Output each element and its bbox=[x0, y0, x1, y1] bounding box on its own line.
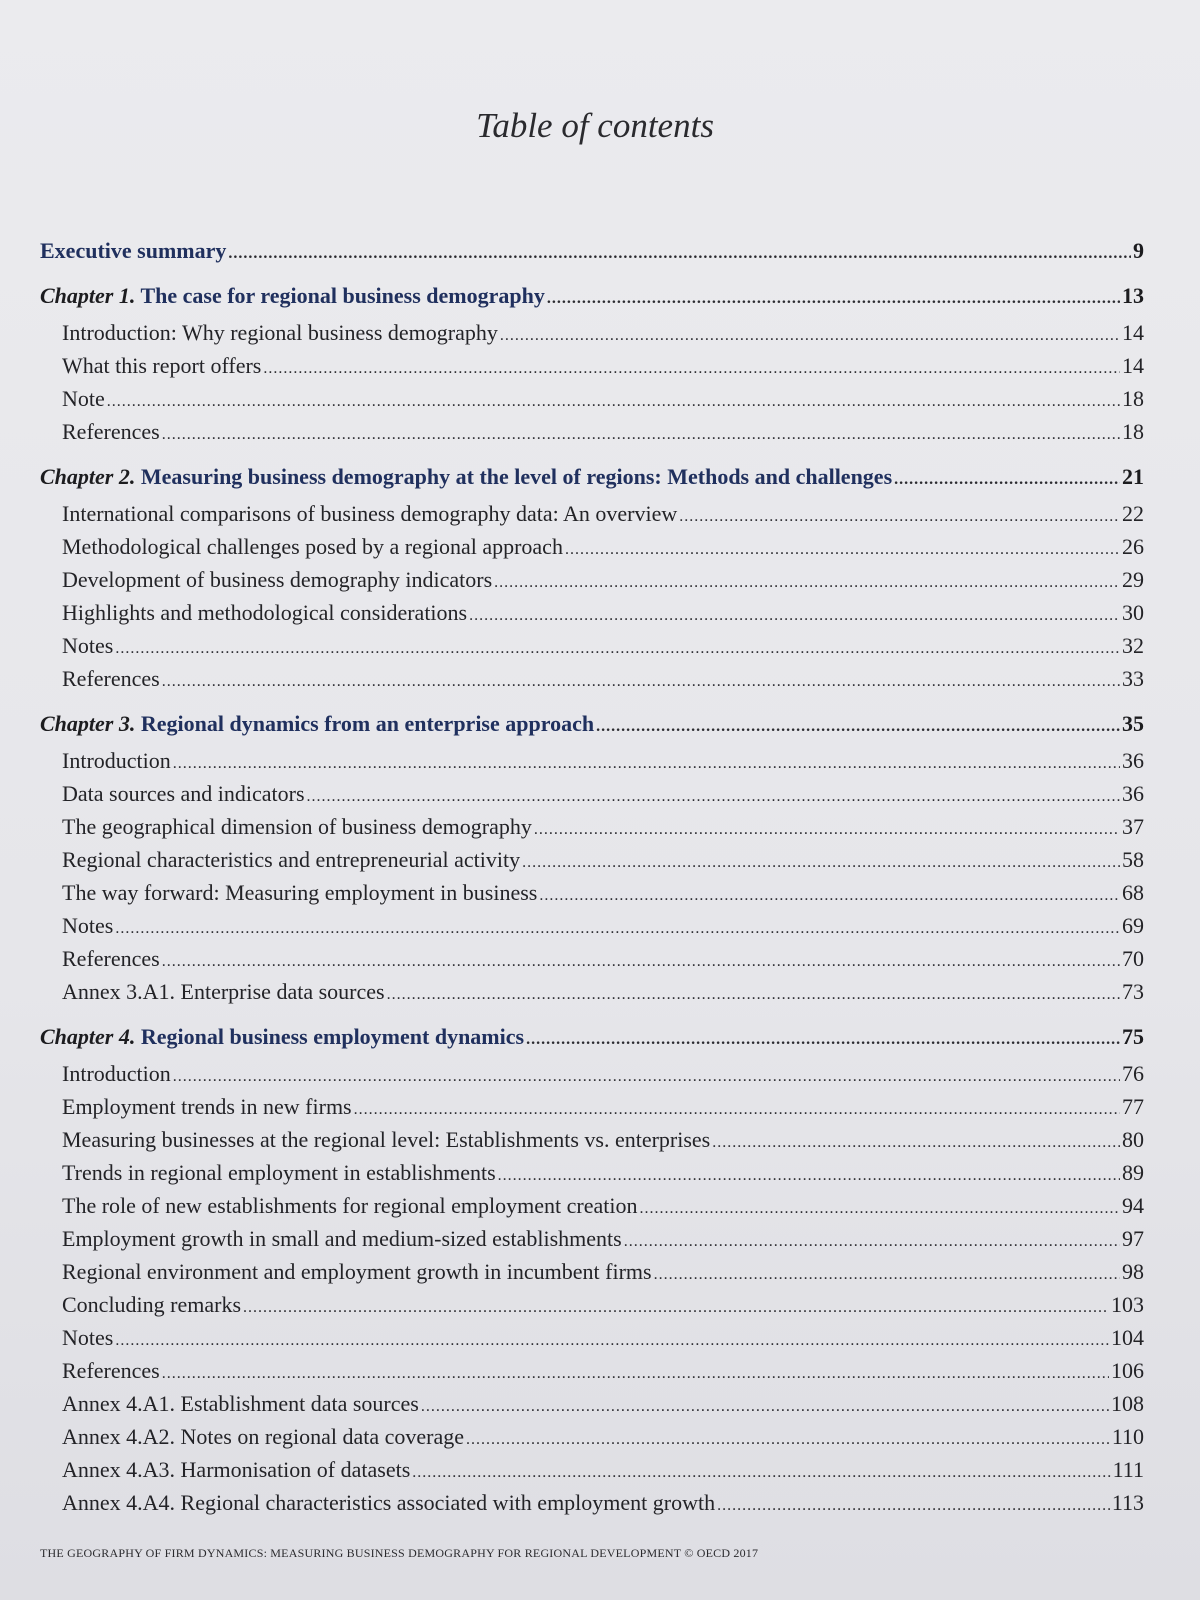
toc-entry-label bbox=[62, 779, 305, 809]
toc-entry-label bbox=[62, 1356, 160, 1386]
toc-section-entry bbox=[40, 944, 1144, 977]
toc-page-number: 75 bbox=[1122, 1024, 1144, 1049]
toc-page-number: 76 bbox=[1122, 1061, 1144, 1086]
toc-entry-label bbox=[62, 1059, 171, 1089]
toc-entry-text: Annex 4.A2. Notes on regional data coverage bbox=[62, 1424, 464, 1449]
toc-page-number: 36 bbox=[1122, 748, 1144, 773]
toc-section-entry bbox=[40, 532, 1144, 565]
toc-page-number: 68 bbox=[1122, 880, 1144, 905]
toc-page-number: 9 bbox=[1133, 238, 1144, 263]
toc-page-number: 89 bbox=[1122, 1160, 1144, 1185]
toc-section-entry bbox=[40, 664, 1144, 697]
toc-entry-label bbox=[62, 845, 520, 875]
toc-entry-label bbox=[62, 664, 160, 694]
page-footer: THE GEOGRAPHY OF FIRM DYNAMICS: MEASURING BUSINESS DEMOGRAPHY FOR REGIONAL DEVELOPMENT © OECD 2017 bbox=[40, 1546, 759, 1560]
dot-leader bbox=[596, 712, 1120, 742]
toc-entry-label bbox=[62, 417, 160, 447]
dot-leader bbox=[624, 1227, 1120, 1257]
toc-entry-label bbox=[62, 944, 160, 974]
toc-section-entry bbox=[40, 1191, 1144, 1224]
toc-entry-label bbox=[62, 812, 532, 842]
chapter-number: Chapter 1. bbox=[40, 283, 136, 308]
dot-leader bbox=[115, 1326, 1109, 1356]
dot-leader bbox=[162, 947, 1120, 977]
toc-entry-label bbox=[62, 318, 498, 348]
toc-entry-text: References bbox=[62, 419, 160, 444]
toc-entry-label bbox=[62, 1422, 464, 1452]
toc-entry-text: Methodological challenges posed by a regional approach bbox=[62, 534, 563, 559]
dot-leader bbox=[539, 881, 1120, 911]
toc-entry-label bbox=[62, 384, 105, 414]
toc-entry-label bbox=[62, 499, 677, 529]
toc-chapter-entry bbox=[40, 281, 1144, 314]
dot-leader bbox=[522, 848, 1120, 878]
toc-entry-text: References bbox=[62, 666, 160, 691]
toc-page-number: 69 bbox=[1122, 913, 1144, 938]
toc-section-entry bbox=[40, 878, 1144, 911]
toc-entry-text: Highlights and methodological considerations bbox=[62, 600, 468, 625]
dot-leader bbox=[421, 1392, 1109, 1422]
toc-entry-label bbox=[62, 1257, 652, 1287]
toc-page-number: 110 bbox=[1111, 1424, 1144, 1449]
toc-entry-text: References bbox=[62, 946, 160, 971]
toc-chapter-entry bbox=[40, 1022, 1144, 1055]
toc-section-entry bbox=[40, 977, 1144, 1010]
toc-entry-label bbox=[40, 1022, 524, 1052]
dot-leader bbox=[162, 1359, 1109, 1389]
toc-entry-text: Regional dynamics from an enterprise approach bbox=[140, 711, 595, 736]
toc-entry-label bbox=[62, 1224, 622, 1254]
toc-entry-text: Annex 4.A4. Regional characteristics associated with employment growth bbox=[62, 1490, 716, 1515]
toc-page-number: 106 bbox=[1111, 1358, 1144, 1383]
toc-entry-label bbox=[62, 351, 261, 381]
toc-page-number: 14 bbox=[1122, 320, 1144, 345]
toc-entry-label bbox=[62, 631, 113, 661]
toc-entry-label bbox=[62, 1092, 352, 1122]
toc-section-entry bbox=[40, 845, 1144, 878]
toc-entry-text: Development of business demography indicators bbox=[62, 567, 493, 592]
toc-entry-label bbox=[62, 878, 537, 908]
dot-leader bbox=[534, 815, 1120, 845]
toc-entry-text: Concluding remarks bbox=[62, 1292, 242, 1317]
toc-page-number: 58 bbox=[1122, 847, 1144, 872]
toc-entry-text: References bbox=[62, 1358, 160, 1383]
toc-section-entry bbox=[40, 1059, 1144, 1092]
toc-entry-label bbox=[62, 977, 385, 1007]
dot-leader bbox=[115, 634, 1120, 664]
toc-page-number: 104 bbox=[1111, 1325, 1144, 1350]
toc-section-entry bbox=[40, 351, 1144, 384]
toc-entry-text: Executive summary bbox=[40, 238, 227, 263]
toc-page-number: 22 bbox=[1122, 501, 1144, 526]
toc-entry-text: Employment trends in new firms bbox=[62, 1094, 352, 1119]
toc-entry-text: Introduction bbox=[62, 1061, 171, 1086]
toc-section-entry bbox=[40, 779, 1144, 812]
dot-leader bbox=[498, 1161, 1120, 1191]
dot-leader bbox=[243, 1293, 1109, 1323]
toc-section-entry bbox=[40, 1488, 1144, 1521]
toc-entry-text: The geographical dimension of business demography bbox=[62, 814, 532, 839]
toc-entry-text: Annex 4.A1. Establishment data sources bbox=[62, 1391, 419, 1416]
toc-page-number: 70 bbox=[1122, 946, 1144, 971]
toc-page-number: 33 bbox=[1122, 666, 1144, 691]
toc-page-number: 35 bbox=[1122, 711, 1144, 736]
dot-leader bbox=[466, 1425, 1110, 1455]
dot-leader bbox=[263, 354, 1120, 384]
dot-leader bbox=[717, 1491, 1110, 1521]
toc-page-number: 26 bbox=[1122, 534, 1144, 559]
toc-entry-text: Introduction: Why regional business demography bbox=[62, 320, 498, 345]
toc-section-entry bbox=[40, 384, 1144, 417]
toc-entry-label bbox=[62, 1455, 410, 1485]
toc-page-number: 29 bbox=[1122, 567, 1144, 592]
toc-section-entry bbox=[40, 1323, 1144, 1356]
toc-section-entry bbox=[40, 1422, 1144, 1455]
toc-entry-label bbox=[40, 281, 545, 311]
dot-leader bbox=[228, 239, 1131, 269]
toc-entry-label bbox=[62, 1323, 113, 1353]
toc-entry-text: International comparisons of business demography data: An overview bbox=[62, 501, 678, 526]
toc-page-number: 80 bbox=[1122, 1127, 1144, 1152]
toc-entry-label bbox=[62, 1488, 715, 1518]
toc-entry-text: Regional business employment dynamics bbox=[140, 1024, 525, 1049]
toc-chapter-entry bbox=[40, 236, 1144, 269]
dot-leader bbox=[107, 387, 1120, 417]
dot-leader bbox=[354, 1095, 1120, 1125]
dot-leader bbox=[412, 1458, 1110, 1488]
toc-section-entry bbox=[40, 1158, 1144, 1191]
toc-section-entry bbox=[40, 812, 1144, 845]
toc-chapter-entry bbox=[40, 709, 1144, 742]
dot-leader bbox=[173, 1062, 1120, 1092]
toc-entry-label bbox=[40, 709, 594, 739]
toc-page-number: 73 bbox=[1122, 979, 1144, 1004]
toc-page-number: 108 bbox=[1111, 1391, 1144, 1416]
dot-leader bbox=[547, 284, 1120, 314]
dot-leader bbox=[387, 980, 1120, 1010]
toc-page-number: 111 bbox=[1112, 1457, 1144, 1482]
toc-section-entry bbox=[40, 499, 1144, 532]
toc-entry-label bbox=[40, 236, 226, 266]
toc-page-number: 103 bbox=[1111, 1292, 1144, 1317]
page-title: Table of contents bbox=[476, 106, 714, 145]
toc-section-entry bbox=[40, 1257, 1144, 1290]
toc-entry-text: Annex 4.A3. Harmonisation of datasets bbox=[62, 1457, 411, 1482]
toc-entry-label bbox=[62, 746, 171, 776]
toc-section-entry bbox=[40, 631, 1144, 664]
toc-section-entry bbox=[40, 1224, 1144, 1257]
table-of-contents bbox=[40, 236, 1144, 1521]
dot-leader bbox=[173, 749, 1120, 779]
toc-entry-label bbox=[62, 1125, 710, 1155]
toc-entry-text: Annex 3.A1. Enterprise data sources bbox=[62, 979, 385, 1004]
toc-page-number: 97 bbox=[1122, 1226, 1144, 1251]
dot-leader bbox=[526, 1025, 1120, 1055]
toc-entry-label bbox=[62, 565, 492, 595]
toc-page-number: 77 bbox=[1122, 1094, 1144, 1119]
toc-entry-text: Regional environment and employment growth in incumbent firms bbox=[62, 1259, 652, 1284]
toc-section-entry bbox=[40, 565, 1144, 598]
toc-section-entry bbox=[40, 318, 1144, 351]
toc-entry-text: The role of new establishments for regional employment creation bbox=[62, 1193, 638, 1218]
dot-leader bbox=[894, 465, 1120, 495]
chapter-number: Chapter 4. bbox=[40, 1024, 136, 1049]
dot-leader bbox=[500, 321, 1120, 351]
toc-entry-label bbox=[62, 1389, 419, 1419]
toc-page-number: 13 bbox=[1122, 283, 1144, 308]
toc-entry-text: Measuring businesses at the regional level: Establishments vs. enterprises bbox=[62, 1127, 711, 1152]
toc-entry-text: Measuring business demography at the level of regions: Methods and challenges bbox=[140, 464, 893, 489]
dot-leader bbox=[679, 502, 1120, 532]
toc-page-number: 36 bbox=[1122, 781, 1144, 806]
toc-page-number: 30 bbox=[1122, 600, 1144, 625]
toc-page-number: 14 bbox=[1122, 353, 1144, 378]
toc-entry-text: Notes bbox=[62, 633, 114, 658]
toc-entry-text: What this report offers bbox=[62, 353, 262, 378]
toc-section-entry bbox=[40, 746, 1144, 779]
toc-page-number: 18 bbox=[1122, 386, 1144, 411]
dot-leader bbox=[162, 667, 1120, 697]
toc-section-entry bbox=[40, 1092, 1144, 1125]
toc-entry-text: Introduction bbox=[62, 748, 171, 773]
chapter-number: Chapter 2. bbox=[40, 464, 136, 489]
toc-page-number: 18 bbox=[1122, 419, 1144, 444]
toc-entry-label bbox=[62, 598, 467, 628]
toc-entry-label bbox=[62, 532, 563, 562]
dot-leader bbox=[469, 601, 1120, 631]
toc-page-number: 94 bbox=[1122, 1193, 1144, 1218]
chapter-number: Chapter 3. bbox=[40, 711, 136, 736]
toc-page-number: 113 bbox=[1111, 1490, 1144, 1515]
toc-entry-text: Data sources and indicators bbox=[62, 781, 305, 806]
toc-entry-text: Trends in regional employment in establishments bbox=[62, 1160, 496, 1185]
dot-leader bbox=[654, 1260, 1120, 1290]
toc-entry-label bbox=[62, 1158, 496, 1188]
toc-section-entry bbox=[40, 1356, 1144, 1389]
dot-leader bbox=[307, 782, 1120, 812]
toc-section-entry bbox=[40, 1125, 1144, 1158]
toc-section-entry bbox=[40, 1389, 1144, 1422]
toc-entry-text: Notes bbox=[62, 913, 114, 938]
toc-page-number: 37 bbox=[1122, 814, 1144, 839]
toc-page-number: 21 bbox=[1122, 464, 1144, 489]
toc-entry-label bbox=[40, 462, 892, 492]
toc-entry-text: Notes bbox=[62, 1325, 114, 1350]
dot-leader bbox=[639, 1194, 1120, 1224]
toc-entry-label bbox=[62, 1290, 241, 1320]
toc-entry-text: The case for regional business demography bbox=[140, 283, 545, 308]
toc-section-entry bbox=[40, 1290, 1144, 1323]
dot-leader bbox=[115, 914, 1120, 944]
dot-leader bbox=[565, 535, 1120, 565]
toc-entry-label bbox=[62, 911, 113, 941]
dot-leader bbox=[494, 568, 1120, 598]
toc-entry-label bbox=[62, 1191, 637, 1221]
toc-section-entry bbox=[40, 911, 1144, 944]
dot-leader bbox=[162, 420, 1120, 450]
toc-section-entry bbox=[40, 1455, 1144, 1488]
toc-entry-text: Note bbox=[62, 386, 105, 411]
toc-entry-text: Regional characteristics and entrepreneurial activity bbox=[62, 847, 521, 872]
toc-chapter-entry bbox=[40, 462, 1144, 495]
toc-section-entry bbox=[40, 417, 1144, 450]
dot-leader bbox=[712, 1128, 1120, 1158]
toc-section-entry bbox=[40, 598, 1144, 631]
toc-entry-text: The way forward: Measuring employment in business bbox=[62, 880, 538, 905]
toc-entry-text: Employment growth in small and medium-sized establishments bbox=[62, 1226, 622, 1251]
toc-page-number: 98 bbox=[1122, 1259, 1144, 1284]
toc-page-number: 32 bbox=[1122, 633, 1144, 658]
